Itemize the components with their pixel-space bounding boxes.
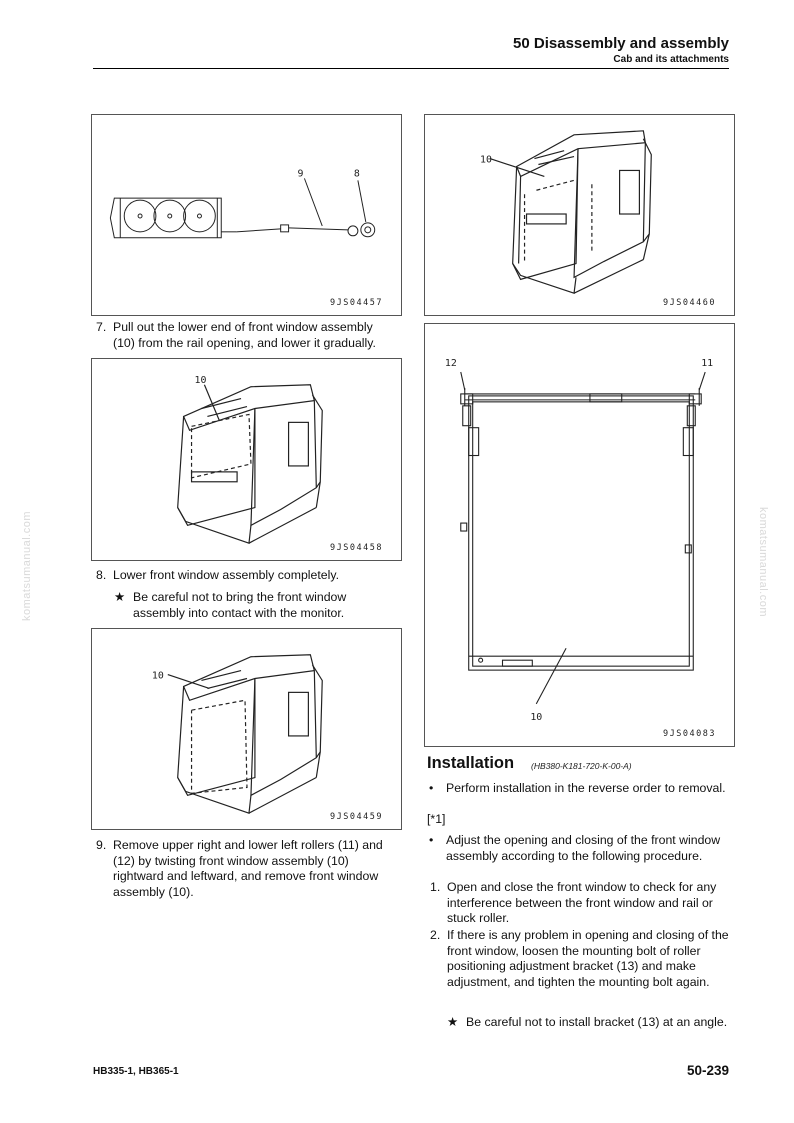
step-text: Pull out the lower end of front window assembly (10) from the rail opening, and lower it gradually. [113,320,376,350]
cab-drawing [92,629,401,829]
figure-front-window-frame [424,323,735,747]
installation-tag: [*1] [427,812,446,826]
installation-heading: Installation [427,754,515,772]
step-number: 7. [96,320,107,334]
cab-drawing [92,359,401,560]
figure-cable-bracket [91,114,402,316]
callout-11: 11 [701,358,714,370]
callout-10: 10 [530,711,543,723]
page-number: 50-239 [686,1063,729,1078]
installation-step-2 [430,928,730,991]
callout-10: 10 [194,374,207,386]
callout-9: 9 [297,168,304,180]
bullet-text: Perform installation in the reverse order to removal. [446,781,726,795]
header-rule [93,68,729,69]
section-subtitle: Cab and its attachments [613,54,729,65]
watermark-left: komatsumanual.com [21,511,33,621]
installation-step-1 [430,880,730,927]
step-number: 2. [430,928,441,942]
figure-cab-lowered [91,628,402,830]
callout-10: 10 [479,154,492,166]
figure-cab-front-window-top [424,114,735,316]
step-text: Lower front window assembly completely. [113,568,339,582]
figure-cab-lowering [91,358,402,561]
installation-bullet-1 [427,781,727,797]
callout-12: 12 [444,358,457,370]
step-number: 9. [96,838,107,852]
step-9 [96,838,401,901]
step-8-caution [114,590,398,621]
watermark-right: komatsumanual.com [757,507,769,617]
caution-star-icon: ★ [114,590,126,604]
step-7 [96,320,398,351]
installation-bullet-2 [427,833,727,864]
cab-drawing [425,115,734,315]
bullet-icon: • [429,781,434,795]
step-text: Open and close the front window to check for any interference between the front window and rail or stuck roller. [447,880,717,926]
step-8 [96,568,398,584]
footer-model: HB335-1, HB365-1 [93,1066,179,1077]
step-number: 1. [430,880,441,894]
caution-text: Be careful not to bring the front window assembly into contact with the monitor. [133,590,347,620]
caution-text: Be careful not to install bracket (13) at an angle. [466,1015,728,1029]
section-title: 50 Disassembly and assembly [513,35,729,52]
bullet-icon: • [429,833,434,847]
callout-8: 8 [353,168,360,180]
figure-code: 9JS04457 [330,298,383,308]
step-text: If there is any problem in opening and closing of the front window, loosen the mounting bolt of roller positioning adjustment bracket (13) and make adjustment, and tighten the mounting bolt again. [447,928,729,990]
figure-code: 9JS04083 [663,729,716,739]
callout-10: 10 [151,670,164,682]
figure-code: 9JS04458 [330,543,383,553]
caution-star-icon: ★ [447,1015,459,1029]
step-number: 8. [96,568,107,582]
installation-reference: (HB380-K181-720-K-00-A) [531,761,632,771]
bullet-text: Adjust the opening and closing of the front window assembly according to the following procedure. [446,833,721,863]
figure-code: 9JS04460 [663,298,716,308]
installation-caution [447,1015,730,1031]
step-text: Remove upper right and lower left rollers (11) and (12) by twisting front window assembly (10) rightward and leftward, and remove front window assembly (10). [113,838,383,900]
window-frame-drawing [425,324,734,746]
cable-bracket-drawing [92,115,401,315]
figure-code: 9JS04459 [330,812,383,822]
